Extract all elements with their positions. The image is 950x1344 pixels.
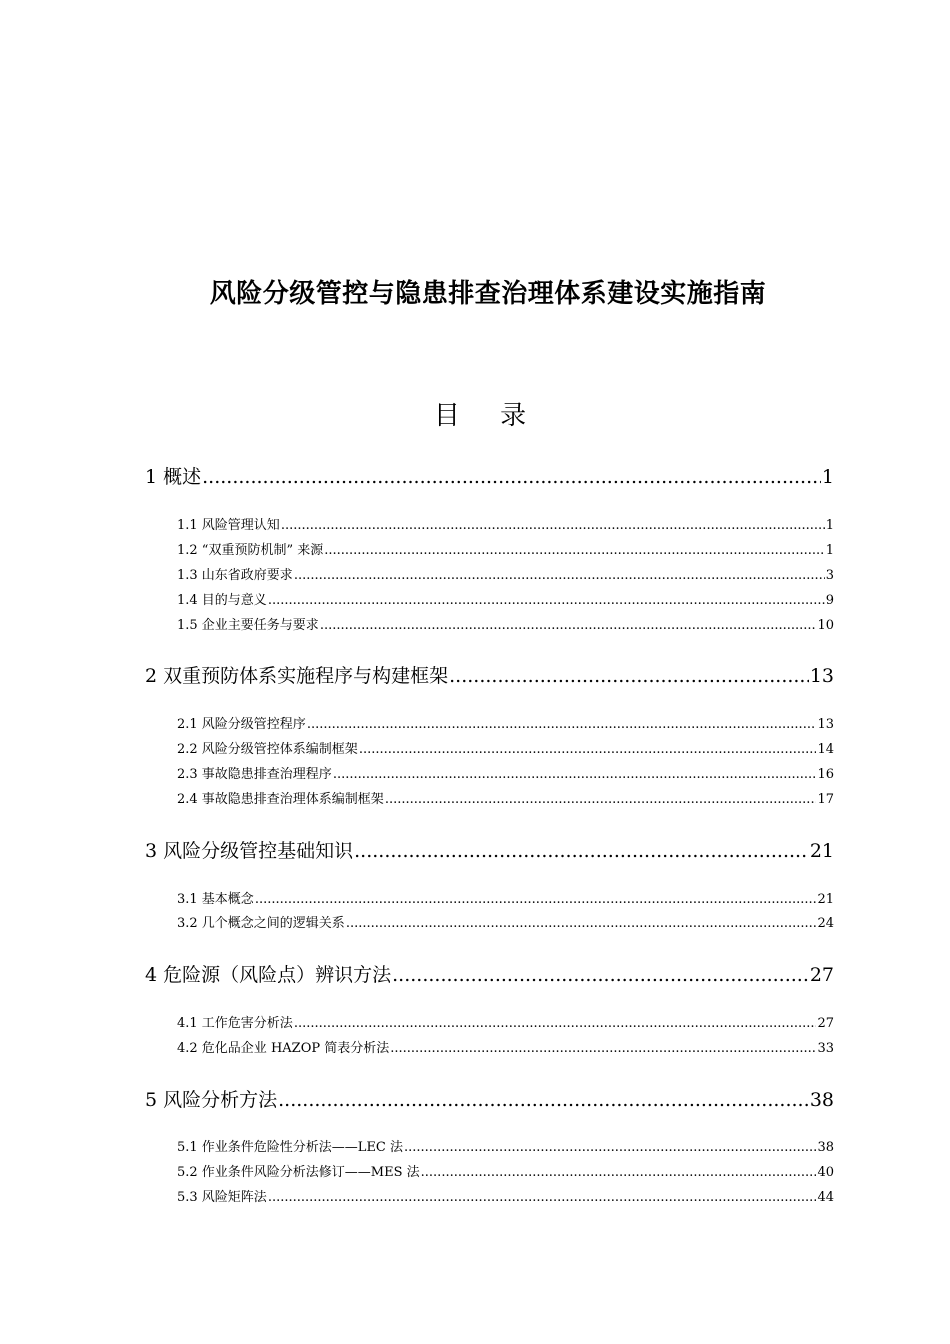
toc-chapter-label: 1 概述: [145, 466, 202, 488]
toc-chapter-label: 2 双重预防体系实施程序与构建框架: [145, 665, 449, 687]
toc-page-number: 44: [817, 1190, 834, 1205]
document-title: 风险分级管控与隐患排查治理体系建设实施指南: [209, 279, 767, 309]
toc-section-label: 4.1 工作危害分析法: [177, 1016, 293, 1031]
toc-leader-dots: [268, 1189, 817, 1207]
toc-page-number: 9: [825, 593, 834, 608]
toc-section-2-1[interactable]: [177, 716, 834, 734]
toc-heading: 目 录: [433, 401, 543, 431]
toc-chapter-5[interactable]: [145, 1087, 834, 1113]
toc-leader-dots: [320, 617, 817, 635]
toc-leader-dots: [255, 891, 817, 909]
toc-section-label: 2.2 风险分级管控体系编制框架: [177, 742, 358, 757]
toc-page-number: 33: [817, 1041, 834, 1056]
toc-page-number: 1: [825, 518, 834, 533]
toc-section-1-2[interactable]: [177, 542, 834, 560]
toc-page-number: 21: [817, 892, 834, 907]
toc-section-5-3[interactable]: [177, 1189, 834, 1207]
toc-chapter-1[interactable]: [145, 464, 834, 490]
toc-section-label: 3.2 几个概念之间的逻辑关系: [177, 916, 345, 931]
toc-section-4-1[interactable]: [177, 1015, 834, 1033]
toc-leader-dots: [421, 1164, 817, 1182]
toc-section-5-2[interactable]: [177, 1164, 834, 1182]
toc-leader-dots: [359, 741, 817, 759]
toc-section-4-2[interactable]: [177, 1040, 834, 1058]
toc-page-number: 14: [817, 742, 834, 757]
toc-section-5-1[interactable]: [177, 1139, 834, 1157]
toc-chapter-4[interactable]: [145, 962, 834, 988]
toc-leader-dots: [294, 1015, 817, 1033]
toc-leader-dots: [390, 1040, 816, 1058]
toc-leader-dots: [281, 517, 825, 535]
toc-leader-dots: [278, 1087, 809, 1113]
toc-page-number: 3: [825, 568, 834, 583]
toc-leader-dots: [307, 716, 817, 734]
toc-page-number: 16: [817, 767, 834, 782]
toc-section-label: 4.2 危化品企业 HAZOP 简表分析法: [177, 1041, 390, 1056]
toc-page-number: 17: [817, 792, 834, 807]
toc-leader-dots: [324, 542, 824, 560]
toc-leader-dots: [346, 915, 817, 933]
toc-page-number: 27: [809, 964, 834, 986]
toc-leader-dots: [449, 663, 809, 689]
toc-leader-dots: [333, 766, 817, 784]
toc-section-label: 5.3 风险矩阵法: [177, 1190, 267, 1205]
toc-section-label: 2.3 事故隐患排查治理程序: [177, 767, 332, 782]
toc-page-number: 1: [825, 543, 834, 558]
toc-page-number: 38: [809, 1089, 834, 1111]
toc-page-number: 10: [817, 618, 834, 633]
toc-section-3-1[interactable]: [177, 891, 834, 909]
toc-leader-dots: [268, 592, 825, 610]
toc-section-2-4[interactable]: [177, 791, 834, 809]
toc-section-1-4[interactable]: [177, 592, 834, 610]
toc-section-2-3[interactable]: [177, 766, 834, 784]
toc-chapter-3[interactable]: [145, 838, 834, 864]
toc-chapter-label: 4 危险源（风险点）辨识方法: [145, 964, 392, 986]
toc-section-label: 1.2 “双重预防机制” 来源: [177, 543, 324, 558]
toc-section-label: 1.5 企业主要任务与要求: [177, 618, 319, 633]
toc-page-number: 1: [821, 466, 834, 488]
toc-leader-dots: [392, 962, 809, 988]
toc-section-1-5[interactable]: [177, 617, 834, 635]
toc-section-label: 1.1 风险管理认知: [177, 518, 280, 533]
toc-page-number: 21: [809, 840, 834, 862]
toc-chapter-2[interactable]: [145, 663, 834, 689]
toc-section-label: 5.2 作业条件风险分析法修订——MES 法: [177, 1165, 420, 1180]
toc-section-1-3[interactable]: [177, 567, 834, 585]
toc-leader-dots: [202, 464, 821, 490]
toc-page-number: 40: [817, 1165, 834, 1180]
toc-leader-dots: [294, 567, 825, 585]
toc-page-number: 13: [809, 665, 834, 687]
toc-section-label: 1.3 山东省政府要求: [177, 568, 293, 583]
toc-page-number: 24: [817, 916, 834, 931]
toc-section-label: 3.1 基本概念: [177, 892, 254, 907]
toc-page-number: 27: [817, 1016, 834, 1031]
toc-leader-dots: [385, 791, 817, 809]
toc-page-number: 13: [817, 717, 834, 732]
toc-section-2-2[interactable]: [177, 741, 834, 759]
toc-section-label: 2.1 风险分级管控程序: [177, 717, 306, 732]
toc-chapter-label: 3 风险分级管控基础知识: [145, 840, 354, 862]
toc-section-label: 1.4 目的与意义: [177, 593, 267, 608]
toc-page-number: 38: [817, 1140, 834, 1155]
toc-section-1-1[interactable]: [177, 517, 834, 535]
toc-leader-dots: [354, 838, 809, 864]
toc-section-label: 2.4 事故隐患排查治理体系编制框架: [177, 792, 384, 807]
toc-leader-dots: [404, 1139, 816, 1157]
toc-section-3-2[interactable]: [177, 915, 834, 933]
toc-chapter-label: 5 风险分析方法: [145, 1089, 278, 1111]
toc-section-label: 5.1 作业条件危险性分析法——LEC 法: [177, 1140, 404, 1155]
